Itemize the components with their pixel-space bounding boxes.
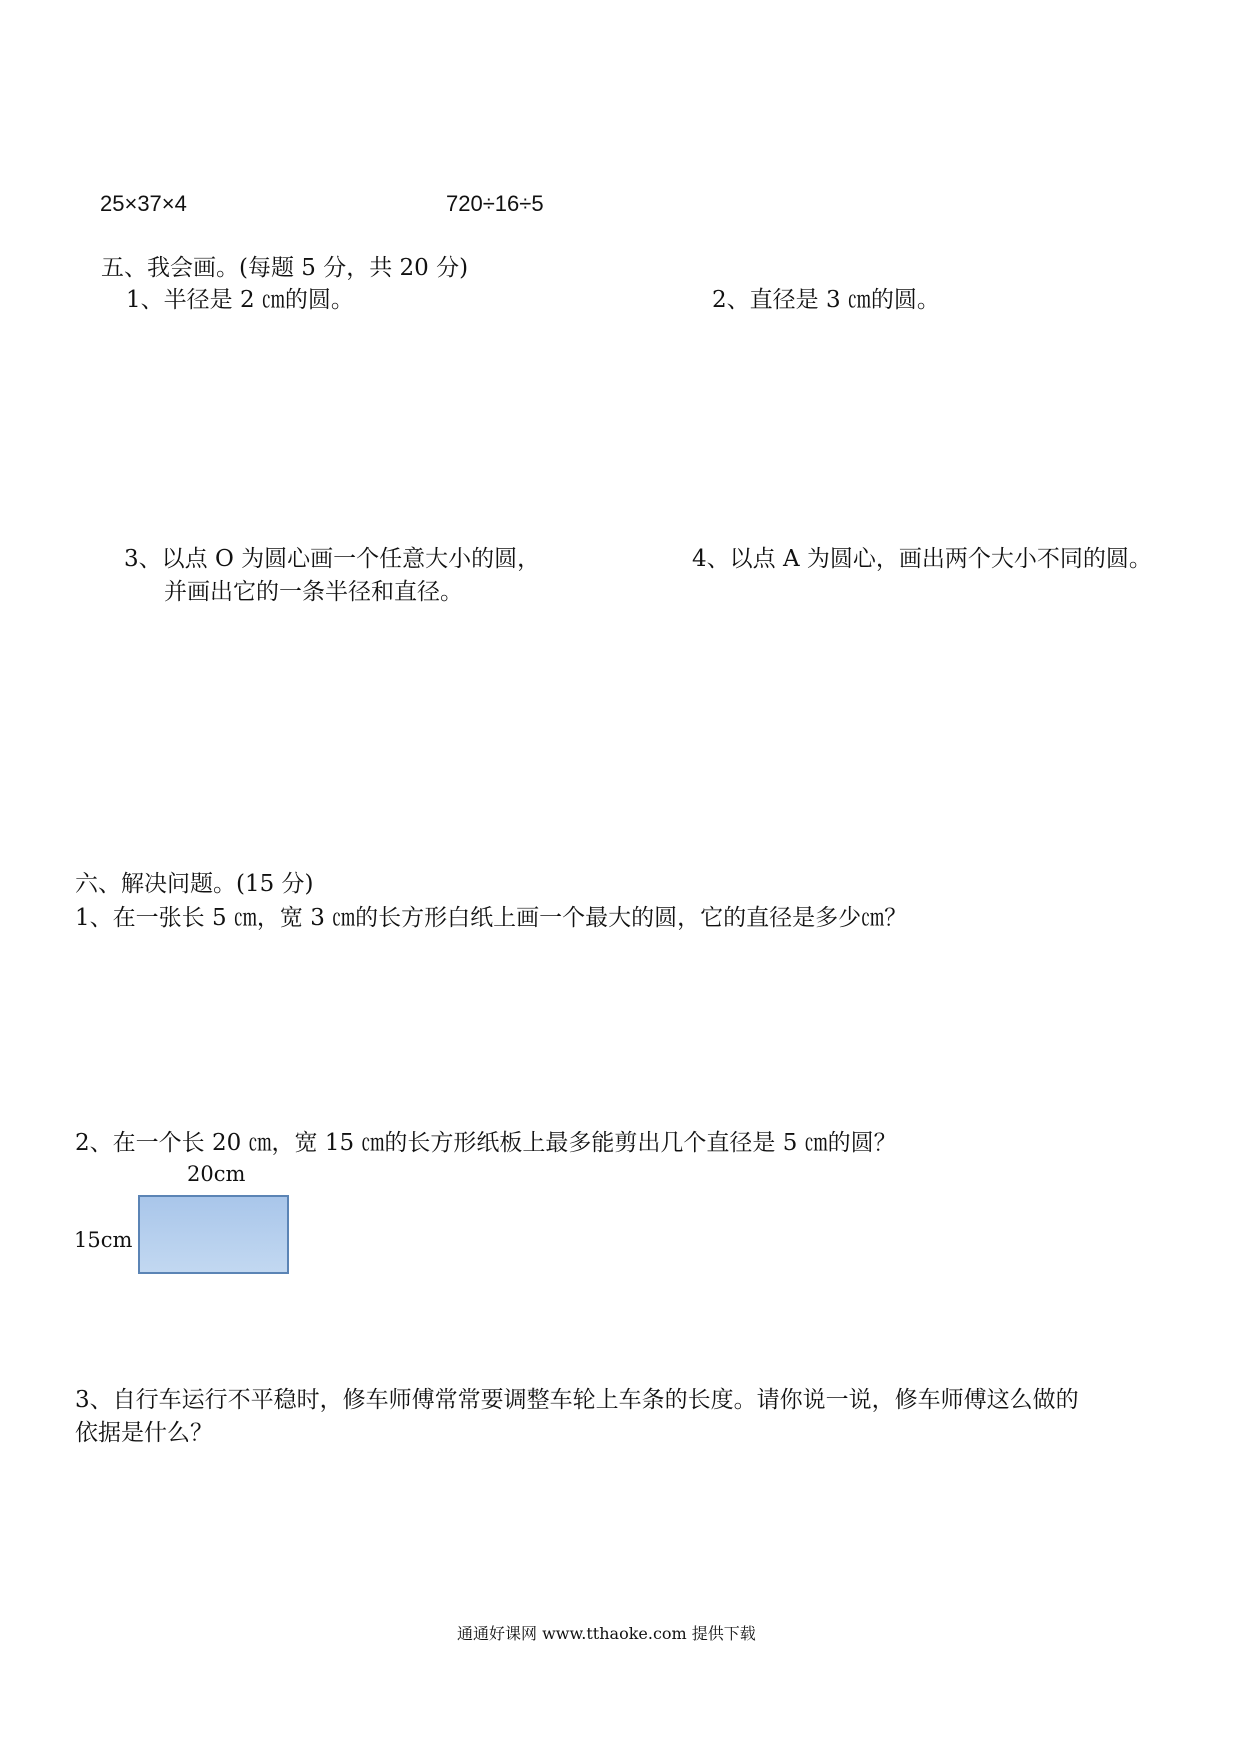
rectangle-height-label: 15cm	[74, 1228, 133, 1252]
section-5-question-3-line-2: 并画出它的一条半径和直径。	[164, 579, 463, 605]
section-6-question-3-line-1: 3、自行车运行不平稳时，修车师傅常常要调整车轮上车条的长度。请你说一说，修车师傅这么做的	[75, 1387, 1079, 1413]
calc-expression-2: 720÷16÷5	[446, 191, 544, 216]
section-5-heading: 五、我会画。(每题 5 分，共 20 分)	[101, 255, 469, 281]
rectangle-cardboard-figure	[138, 1195, 289, 1274]
section-6-question-3-line-2: 依据是什么？	[75, 1420, 213, 1446]
section-5-question-2: 2、直径是 3 ㎝的圆。	[712, 287, 940, 313]
section-6-heading: 六、解决问题。(15 分)	[75, 871, 314, 897]
section-5-question-4: 4、以点 A 为圆心，画出两个大小不同的圆。	[692, 546, 1152, 572]
section-6-question-2: 2、在一个长 20 ㎝，宽 15 ㎝的长方形纸板上最多能剪出几个直径是 5 ㎝的圆？	[75, 1130, 897, 1156]
section-5-question-3-line-1: 3、以点 O 为圆心画一个任意大小的圆，	[124, 546, 541, 572]
section-5-question-1: 1、半径是 2 ㎝的圆。	[126, 287, 354, 313]
section-6-question-1: 1、在一张长 5 ㎝，宽 3 ㎝的长方形白纸上画一个最大的圆，它的直径是多少㎝？	[75, 905, 908, 931]
rectangle-width-label: 20cm	[187, 1162, 246, 1186]
footer-source: 通通好课网 www.tthaoke.com 提供下载	[457, 1624, 756, 1643]
calc-expression-1: 25×37×4	[100, 191, 187, 216]
